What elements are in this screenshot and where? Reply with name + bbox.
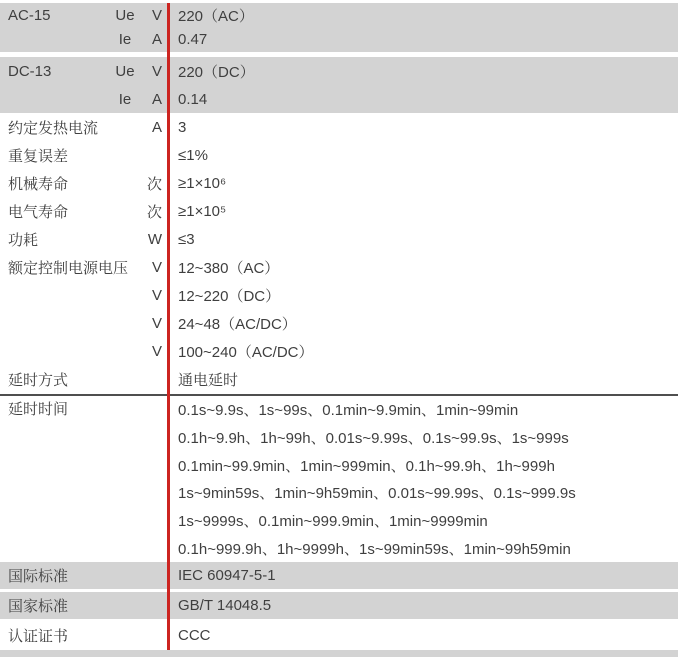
row-value: 220（AC）	[178, 7, 254, 25]
row-unit: 次	[146, 203, 162, 221]
row-value-line: 0.1s~9.9s、1s~99s、0.1min~9.9min、1min~99min	[178, 402, 519, 420]
table-row	[0, 3, 678, 28]
row-value: 0.47	[178, 31, 208, 49]
table-row	[0, 650, 678, 657]
row-label: 额定控制电源电压	[8, 259, 129, 277]
row-label: 电气寿命	[8, 203, 69, 221]
row-sublabel: Ue	[115, 6, 135, 24]
row-value: ≤3	[178, 230, 195, 248]
table-row	[0, 141, 678, 169]
row-value: 0.14	[178, 90, 208, 108]
row-label: DC-13	[8, 62, 52, 80]
table-row	[0, 169, 678, 197]
row-label: 机械寿命	[8, 175, 69, 193]
row-value: GB/T 14048.5	[178, 597, 272, 614]
row-value: 12~220（DC）	[178, 287, 281, 305]
row-label: 国际标准	[8, 568, 69, 585]
row-label: 功耗	[8, 231, 39, 249]
row-value-line: 0.1h~999.9h、1h~9999h、1s~99min59s、1min~99h59min	[178, 540, 571, 558]
row-value: 通电延时	[178, 372, 239, 389]
row-value-line: 1s~9999s、0.1min~999.9min、1min~9999min	[178, 513, 488, 531]
row-label: 延时时间	[8, 401, 69, 418]
row-sublabel: Ue	[115, 62, 135, 80]
row-value: CCC	[178, 626, 211, 644]
table-row	[0, 365, 678, 396]
row-label: 延时方式	[8, 372, 69, 389]
table-row	[0, 253, 678, 281]
table-row	[0, 85, 678, 113]
table-row	[0, 28, 678, 53]
row-value: ≥1×10⁵	[178, 202, 227, 220]
row-unit: V	[151, 342, 162, 360]
row-label: AC-15	[8, 6, 51, 24]
row-unit: V	[151, 286, 162, 304]
row-sublabel: Ie	[118, 90, 132, 108]
row-unit: V	[151, 258, 162, 276]
row-value: 100~240（AC/DC）	[178, 343, 314, 361]
row-unit: V	[151, 314, 162, 332]
row-unit: A	[151, 90, 162, 108]
table-row	[0, 562, 678, 589]
row-value: IEC 60947-5-1	[178, 567, 276, 584]
row-unit: A	[151, 118, 162, 136]
table-row	[0, 281, 678, 309]
table-row	[0, 57, 678, 85]
row-label: 重复误差	[8, 147, 69, 165]
row-value-line: 0.1h~9.9h、1h~99h、0.01s~9.99s、0.1s~99.9s、1s~999s	[178, 430, 569, 448]
table-row	[0, 113, 678, 141]
row-value: ≤1%	[178, 146, 208, 164]
row-value: 24~48（AC/DC）	[178, 315, 297, 333]
table-row	[0, 592, 678, 619]
row-unit: A	[151, 31, 162, 49]
table-row	[0, 337, 678, 365]
table-row	[0, 622, 678, 648]
row-value-line: 1s~9min59s、1min~9h59min、0.01s~99.99s、0.1s~999.9s	[178, 485, 576, 503]
row-unit: V	[151, 6, 162, 24]
table-row	[0, 396, 678, 562]
row-label: 约定发热电流	[8, 119, 99, 137]
spec-table-rows	[0, 3, 678, 657]
row-value: 220（DC）	[178, 63, 255, 81]
row-value: 12~380（AC）	[178, 259, 280, 277]
row-label: 认证证书	[8, 627, 69, 645]
row-unit: W	[147, 230, 162, 248]
row-unit: 次	[146, 175, 162, 193]
row-sublabel: Ie	[118, 31, 132, 49]
column-divider-red-line	[167, 3, 170, 650]
row-label: 国家标准	[8, 598, 69, 615]
row-value: 3	[178, 118, 187, 136]
table-row	[0, 225, 678, 253]
row-unit: V	[151, 62, 162, 80]
table-row	[0, 309, 678, 337]
row-value	[162, 396, 678, 562]
row-value-line: 0.1min~99.9min、1min~999min、0.1h~99.9h、1h~999h	[178, 457, 555, 475]
table-row	[0, 197, 678, 225]
row-value: ≥1×10⁶	[178, 174, 227, 192]
